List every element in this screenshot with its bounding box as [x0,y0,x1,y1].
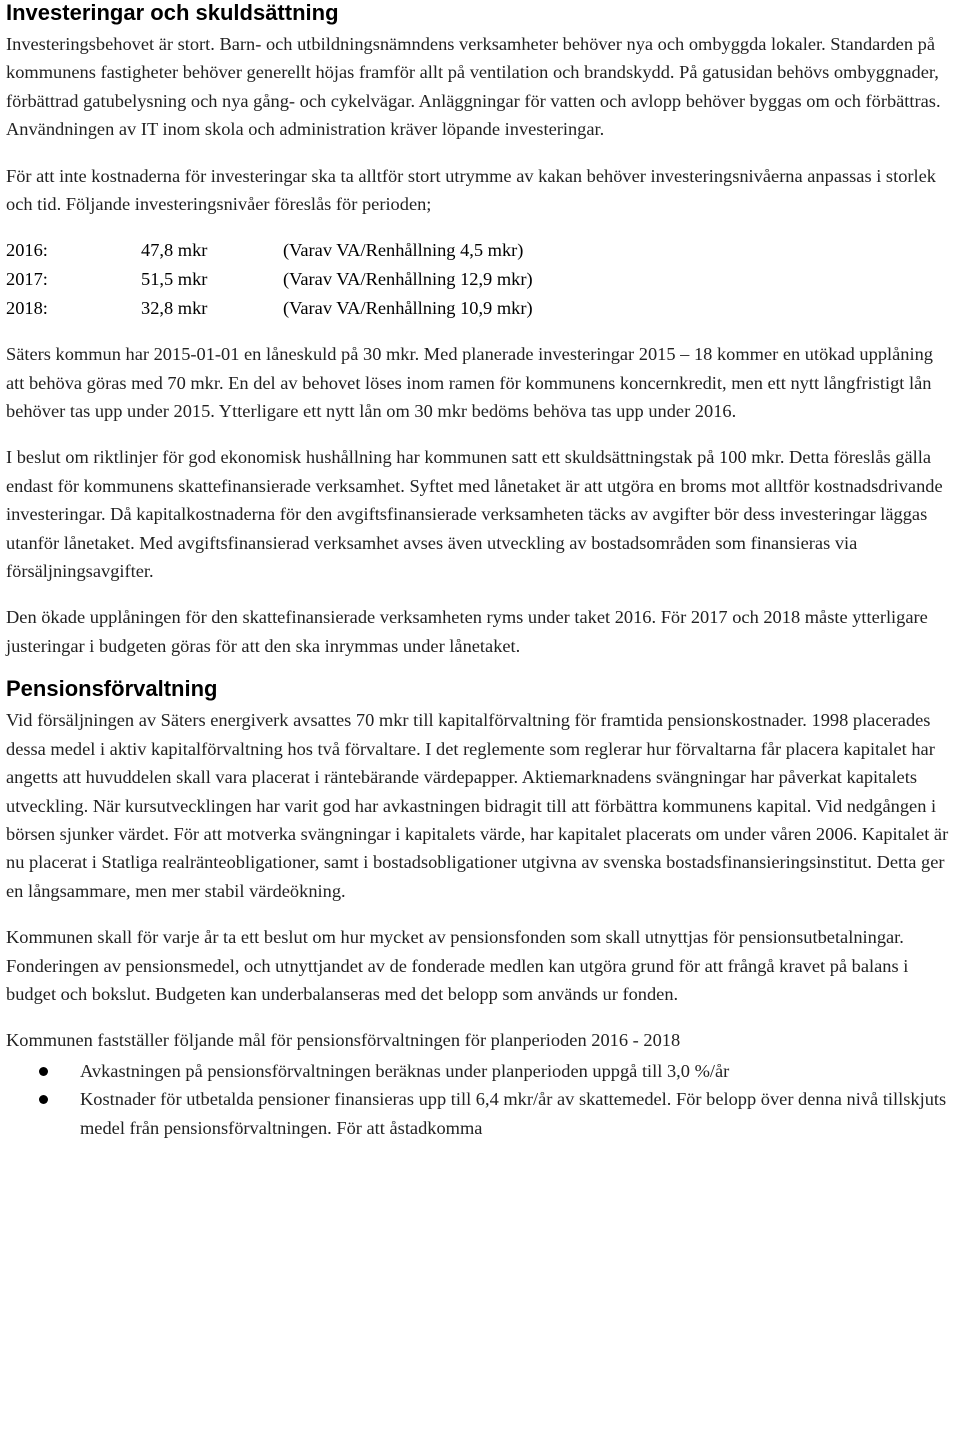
level-va-note: (Varav VA/Renhållning 10,9 mkr) [283,297,533,318]
goal-list-item [6,1057,954,1085]
paragraph: Kommunen fastställer följande mål för pensionsförvaltningen för planperioden 2016 - 2018 [6,1030,681,1051]
paragraph: För att inte kostnaderna för investeringar ska ta alltför stort utrymme av kakan behöver investeringsnivåerna anpassas i storlek och tid. Följande investeringsnivåer föreslås för perioden; [6,165,936,215]
goal-list [6,1057,954,1142]
investment-level-row [6,294,954,323]
paragraph: Vid försäljningen av Säters energiverk avsattes 70 mkr till kapitalförvaltning för framtida pensionskostnader. 1998 placerades dessa medel i aktiv kapitalförvaltning hos två förvaltare. I det reglemente som reglerar hur förvaltarna får placera kapitalet har angetts att huvuddelen skall vara placerat i räntebärande värdepapper. Aktiemarknadens svängningar har påverkat kapitalets utveckling. När kursutvecklingen har varit god har avkastningen bidragit till att förbättra kommunens kapital. Vid nedgången i börsen sjunker värdet. För att motverka svängningar i kapitalets värde, har kapitalet placerats om under våren 2006. Kapitalet är nu placerat i Statliga realränteobligationer, samt i bostadsobligationer utgivna av svenska bostadsfinansieringsinstitut. Detta ger en långsammare, men mer stabil värdeökning. [6,710,949,901]
paragraph: Säters kommun har 2015-01-01 en låneskuld på 30 mkr. Med planerade investeringar 2015 – 18 kommer en utökad upplåning att behöva göras med 70 mkr. En del av behovet löses inom ramen för kommunens koncernkredit, men ett nytt långfristigt lån behöver tas upp under 2015. Ytterligare ett nytt lån om 30 mkr bedöms behöva tas upp under 2016. [6,344,933,422]
level-va-note: (Varav VA/Renhållning 4,5 mkr) [283,240,524,261]
investment-levels [6,236,954,322]
goal-list-item [6,1085,954,1142]
investment-level-row [6,265,954,294]
bullet-icon [39,1067,48,1076]
section-heading-investeringar: Investeringar och skuldsättning [6,0,339,25]
goal-text: Kostnader för utbetalda pensioner finansieras upp till 6,4 mkr/år av skattemedel. För belopp över denna nivå tillskjuts medel från pensionsförvaltningen. För att åstadkomma [80,1089,947,1138]
paragraph: I beslut om riktlinjer för god ekonomisk hushållning har kommunen satt ett skuldsättningstak på 100 mkr. Detta föreslås gälla endast för kommunens skattefinansierade verksamhet. Syftet med lånetaket är att utgöra en broms mot alltför kostnadsdrivande investeringar. Då kapitalkostnaderna för den avgiftsfinansierade verksamheten täcks av avgifter bör dess investeringar läggas utanför lånetaket. Med avgiftsfinansierad verksamhet avses även utveckling av bostadsområden som finansieras via försäljningsavgifter. [6,447,943,582]
level-va-note: (Varav VA/Renhållning 12,9 mkr) [283,269,533,290]
bullet-icon [39,1095,48,1104]
section-heading-pensionsforvaltning: Pensionsförvaltning [6,676,218,702]
paragraph: Investeringsbehovet är stort. Barn- och utbildningsnämndens verksamheter behöver nya och ombyggda lokaler. Standarden på kommunens fastigheter behöver generellt höjas framför allt på ventilation och brandskydd. På gatusidan behövs ombyggnader, förbättrad gatubelysning och nya gång- och cykelvägar. Anläggningar för vatten och avlopp behöver byggas om och förbättras. Användningen av IT inom skola och administration kräver löpande investeringar. [6,34,941,140]
investment-level-row [6,236,954,265]
level-amount: 47,8 mkr [141,240,208,261]
document-page [6,0,954,1142]
paragraph: Den ökade upplåningen för den skattefinansierade verksamheten ryms under taket 2016. För 2017 och 2018 måste ytterligare justeringar i budgeten göras för att den ska inrymmas under lånetaket. [6,607,928,656]
level-year: 2017: [6,269,48,290]
level-amount: 32,8 mkr [141,297,208,318]
goal-text: Avkastningen på pensionsförvaltningen beräknas under planperioden uppgå till 3,0 %/år [80,1060,730,1081]
level-year: 2016: [6,240,48,261]
level-amount: 51,5 mkr [141,269,208,290]
paragraph: Kommunen skall för varje år ta ett beslut om hur mycket av pensionsfonden som skall utnyttjas för pensionsutbetalningar. Fonderingen av pensionsmedel, och utnyttjandet av de fonderade medlen kan utgöra grund för att frångå kravet på balans i budget och bokslut. Budgeten kan underbalanseras med det belopp som används ur fonden. [6,927,909,1004]
level-year: 2018: [6,297,48,318]
